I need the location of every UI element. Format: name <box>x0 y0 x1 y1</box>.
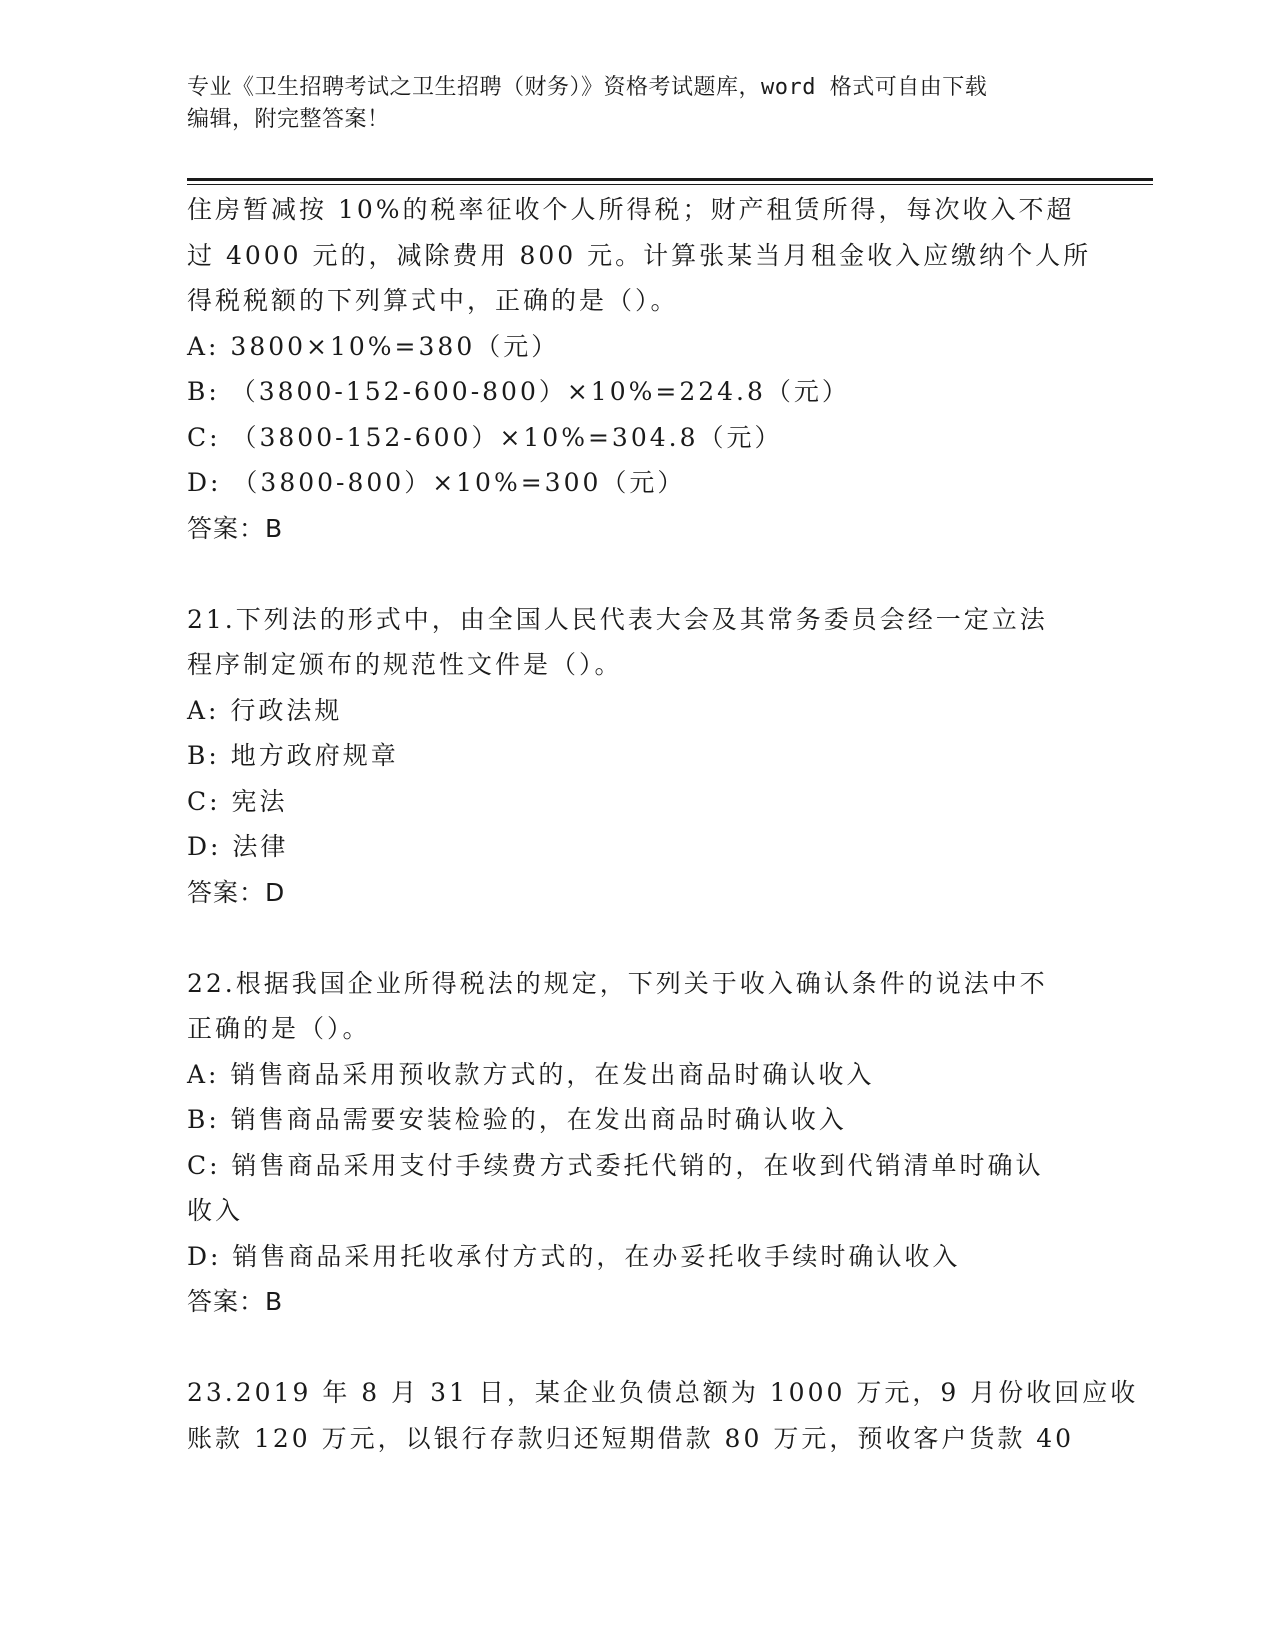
option-c: C: 销售商品采用支付手续费方式委托代销的，在收到代销清单时确认 <box>187 1150 1044 1180</box>
header-line: 专业《卫生招聘考试之卫生招聘（财务）》资格考试题库，word 格式可自由下载 <box>187 75 988 100</box>
answer-label: 答案：B <box>187 1287 284 1316</box>
question-text-line: 程序制定颁布的规范性文件是（）。 <box>187 650 623 679</box>
option-d: D: 法律 <box>187 832 289 861</box>
question-text-line: 23.2019 年 8 月 31 日，某企业负债总额为 1000 万元，9 月份收回应收 <box>187 1378 1139 1407</box>
option-b: B: 销售商品需要安装检验的，在发出商品时确认收入 <box>187 1105 847 1134</box>
option-d: D: （3800-800）×10%=300（元） <box>187 468 686 497</box>
question-text-line: 得税税额的下列算式中，正确的是（）。 <box>187 286 679 315</box>
option-c: C: （3800-152-600）×10%=304.8（元） <box>187 422 783 452</box>
option-c: C: 宪法 <box>187 786 288 816</box>
question-text-line: 过 4000 元的，减除费用 800 元。计算张某当月租金收入应缴纳个人所 <box>187 240 1092 270</box>
option-a: A: 行政法规 <box>187 695 343 725</box>
answer-label: 答案：D <box>187 877 286 907</box>
spacer <box>187 1325 1087 1371</box>
question-text-line: 21.下列法的形式中，由全国人民代表大会及其常务委员会经一定立法 <box>187 604 1048 634</box>
question-content <box>187 187 1139 1461</box>
question-23 <box>187 1370 1139 1461</box>
spacer <box>187 551 1087 597</box>
question-text-line: 22.根据我国企业所得税法的规定，下列关于收入确认条件的说法中不 <box>187 968 1048 998</box>
answer-label: 答案：B <box>187 513 284 543</box>
header-divider-thin <box>187 184 1153 185</box>
option-d: D: 销售商品采用托收承付方式的，在办妥托收手续时确认收入 <box>187 1241 961 1271</box>
option-c-continued: 收入 <box>187 1196 244 1225</box>
option-b: B: （3800-152-600-800）×10%=224.8（元） <box>187 377 850 406</box>
spacer <box>187 915 1087 961</box>
question-22 <box>187 961 1087 1325</box>
header-line: 编辑，附完整答案！ <box>187 107 390 132</box>
question-21 <box>187 597 1087 916</box>
question-text-line: 正确的是（）。 <box>187 1014 371 1043</box>
question-20 <box>187 187 1092 551</box>
option-b: B: 地方政府规章 <box>187 741 399 770</box>
header-divider-thick <box>187 178 1153 181</box>
document-header <box>187 72 1067 136</box>
question-text-line: 账款 120 万元，以银行存款归还短期借款 80 万元，预收客户货款 40 <box>187 1423 1075 1453</box>
question-text-line: 住房暂减按 10%的税率征收个人所得税；财产租赁所得，每次收入不超 <box>187 195 1075 224</box>
option-a: A: 销售商品采用预收款方式的，在发出商品时确认收入 <box>187 1059 875 1089</box>
option-a: A: 3800×10%=380（元） <box>187 331 560 361</box>
